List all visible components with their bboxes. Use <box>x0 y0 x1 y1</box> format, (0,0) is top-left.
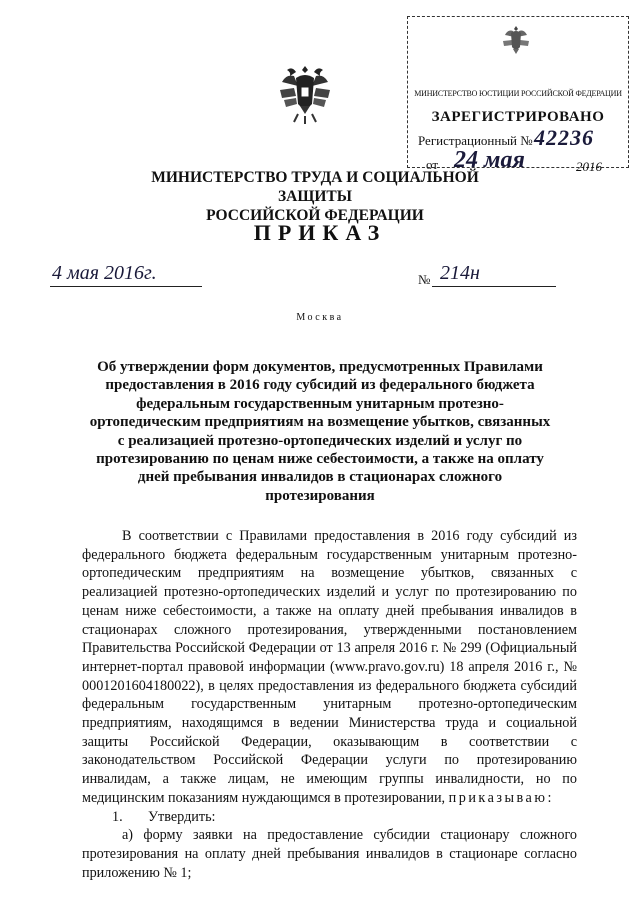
item-1-number: 1. <box>112 808 123 825</box>
order-number-label: № <box>418 272 431 287</box>
order-date: 4 мая 2016г. <box>52 262 157 284</box>
prikazyvayu: приказываю: <box>448 789 554 806</box>
paragraph-1-text: В соответствии с Правилами предоставления в 2016 году субсидий из федерального бюджета федеральным государственным унитарным протезно-ортопедическим предприятиям на возмещение убытков, связанных с реализацией протезно-ортопедических изделий и услуг по протезированию по ценам ниже себестоимости, а также на оплату дней пребывания инвалидов в стационарах сложного протезирования, утвержденными постановлением Правительства Российской Федерации от 13 апреля 2016 г. № 299 (Официальный интернет-портал правовой информации (www.pravo.gov.ru) 18 апреля 2016 г., № 0001201604180022), в целях предоставления из федерального бюджета субсидий федеральным государственным унитарным протезно-ортопедическим предприятиям, находящимся в ведении Министерства труда и социальной защиты Российской Федерации, оказывающим в соответствии с законодательством Российской Федерации услуги по протезированию инвалидам, а также лицам, не имеющим группы инвалидности, но по медицинским показаниям нуждающимся в протезировании, <box>82 528 577 806</box>
list-item-a: а) форму заявки на предоставление субсидии стационару сложного протезирования на оплату дней пребывания инвалидов в стационаре согласно приложению № 1; <box>82 827 577 881</box>
ministry-line-1: МИНИСТЕРСТВО ТРУДА И СОЦИАЛЬНОЙ ЗАЩИТЫ <box>151 169 479 205</box>
coat-of-arms-emblem <box>276 60 334 128</box>
stamp-year: 2016 <box>576 159 602 174</box>
stamp-registered-label: ЗАРЕГИСТРИРОВАНО <box>431 109 605 125</box>
body-paragraph <box>82 527 577 808</box>
registration-stamp <box>407 16 629 174</box>
order-heading: Об утверждении форм документов, предусмотренных Правилами предоставления в 2016 году субсидий из федерального бюджета федеральным государственным унитарным протезно-ортопедическим предприятиям на возмещение убытков, связанных с реализацией протезно-ортопедических изделий и услуг по протезированию по ценам ниже себестоимости, а также на оплату дней пребывания инвалидов в стационарах сложного протезирования <box>89 359 551 504</box>
document-title: ПРИКАЗ <box>253 220 387 245</box>
order-date-underline <box>50 286 202 287</box>
ministry-name <box>120 168 510 225</box>
stamp-date: 24 мая <box>454 147 525 173</box>
ministry-line-2: РОССИЙСКОЙ ФЕДЕРАЦИИ <box>206 207 424 224</box>
stamp-date-prefix: от <box>426 157 439 172</box>
stamp-ministry-name: МИНИСТЕРСТВО ЮСТИЦИИ РОССИЙСКОЙ ФЕДЕРАЦИИ <box>414 89 622 98</box>
order-number: 214н <box>440 262 480 284</box>
order-number-underline <box>432 286 556 287</box>
order-body <box>82 527 577 882</box>
stamp-reg-number: 42236 <box>534 125 594 150</box>
list-item <box>82 808 577 827</box>
stamp-emblem-icon <box>500 23 532 59</box>
item-1-text: Утвердить: <box>148 808 216 825</box>
city: Москва <box>296 312 344 323</box>
stamp-reg-number-label: Регистрационный № <box>418 133 533 148</box>
